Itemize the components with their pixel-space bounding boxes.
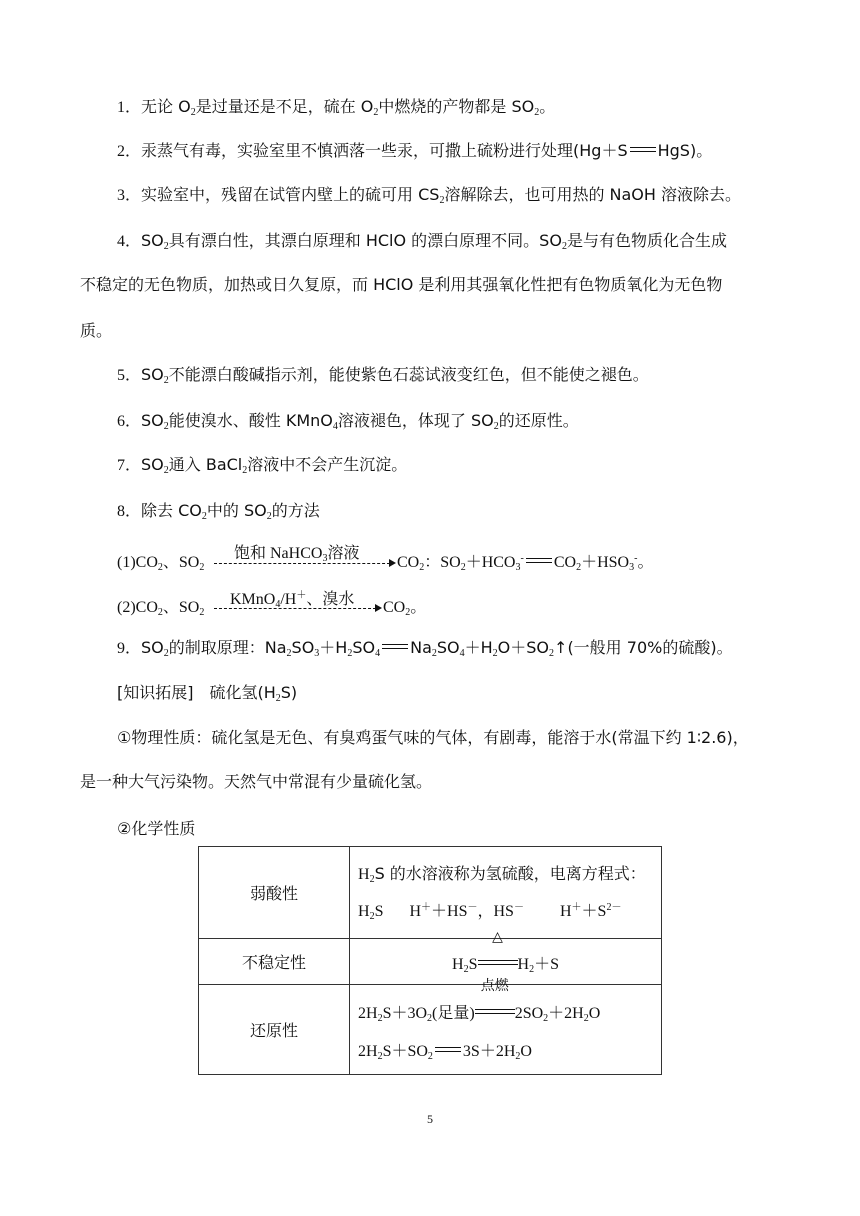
item-number: 5． [117, 367, 142, 384]
table-row [199, 847, 662, 939]
h2s-properties-table [198, 846, 662, 1075]
item-7: 7．$SO_2$通入 BaCl$_2$溶液中不会产生沉淀。 [117, 455, 408, 476]
equals-sign [630, 147, 656, 152]
chemical-properties-title: ②化学性质 [117, 819, 196, 838]
item-number: 6． [117, 413, 142, 430]
equals-sign [435, 1047, 461, 1052]
method-1-reagent: 饱和 NaHCO$_3$溶液 [234, 545, 360, 564]
item-9: 9．$SO_2$的制取原理：$Na_2SO_3+H_2SO_4$ $Na_2SO_4+H_2O+SO_2↑$(一般用 70%的硫酸)。 [117, 638, 733, 659]
item-number: 4． [117, 233, 142, 250]
method-2-arrow [214, 608, 376, 610]
item-5: 5．$SO_2$不能漂白酸碱指示剂，能使紫色石蕊试液变红色，但不能使之褪色。 [117, 365, 649, 386]
item-1: 1．无论 $O_2$是过量还是不足，硫在 $O_2$中燃烧的产物都是 $SO_2$。 [117, 97, 556, 118]
property-detail: $H_2S$ △ $H_2+S$ [350, 939, 662, 985]
item-number: 8． [117, 503, 142, 520]
method-2-reagent: KMnO$_4$/H＋、溴水 [230, 590, 355, 610]
item-4-line-3: 质。 [80, 321, 113, 340]
method-1-arrow [214, 563, 390, 565]
item-number: 2． [117, 143, 142, 160]
table-row [199, 939, 662, 985]
property-name: 弱酸性 [199, 847, 350, 939]
item-2: 2．汞蒸气有毒，实验室里不慎洒落一些汞，可撒上硫粉进行处理(Hg＋S HgS)。 [117, 141, 713, 160]
method-2-product: $CO_2$。 [383, 599, 427, 618]
item-number: 9． [117, 640, 142, 657]
item-number: 7． [117, 457, 142, 474]
physical-properties-line-2: 是一种大气污染物。天然气中常混有少量硫化氢。 [80, 772, 433, 791]
equals-sign [382, 644, 408, 649]
item-3: 3．实验室中，残留在试管内壁上的硫可用 $CS_2$溶解除去，也可用热的 NaOH 溶液除去。 [117, 185, 742, 206]
item-4-line-2: 不稳定的无色物质，加热或日久复原，而 HClO 是利用其强氧化性把有色物质氧化为无色物 [80, 275, 723, 294]
item-number: 1． [117, 99, 142, 116]
item-number: 3． [117, 187, 142, 204]
knowledge-extension-heading: [知识拓展] 硫化氢$(H_2S)$ [117, 683, 298, 704]
property-name: 不稳定性 [199, 939, 350, 985]
item-8: 8．除去 $CO_2$中的 $SO_2$的方法 [117, 501, 320, 522]
method-2-start: $(2)CO_2$、$SO_2$ [117, 599, 205, 618]
property-detail: $H_2S$ 的水溶液称为氢硫酸，电离方程式： $H_2S$ H＋＋HS－，HS－ $H^++S^{2-}$ [350, 847, 662, 939]
page-number: 5 [427, 1112, 433, 1126]
item-6: 6．$SO_2$能使溴水、酸性 KMnO$_4$溶液褪色，体现了 $SO_2$的还原性。 [117, 411, 579, 432]
method-1-start: $(1)CO_2$、$SO_2$ [117, 554, 205, 573]
property-name: 还原性 [199, 985, 350, 1075]
ignition-condition: 点燃 [475, 995, 515, 1033]
equals-sign [526, 558, 552, 563]
physical-properties-line-1: ①物理性质：硫化氢是无色、有臭鸡蛋气味的气体，有剧毒，能溶于水(常温下约 1∶2.6)， [117, 728, 749, 747]
method-1-equation: $CO_2$：$SO_2+HCO_3^-$ $CO_2+HSO_3^-$。 [397, 553, 654, 573]
heating-condition: △ [478, 946, 518, 984]
property-detail: $2H_2S+3O_2$(足量) 点燃 $2SO_2+2H_2O$ $2H_2S+SO_2$ $3S+2H_2O$ [350, 985, 662, 1075]
table-row [199, 985, 662, 1075]
item-4: 4．$SO_2$具有漂白性，其漂白原理和 HClO 的漂白原理不同。$SO_2$是与有色物质化合生成 [117, 231, 727, 252]
